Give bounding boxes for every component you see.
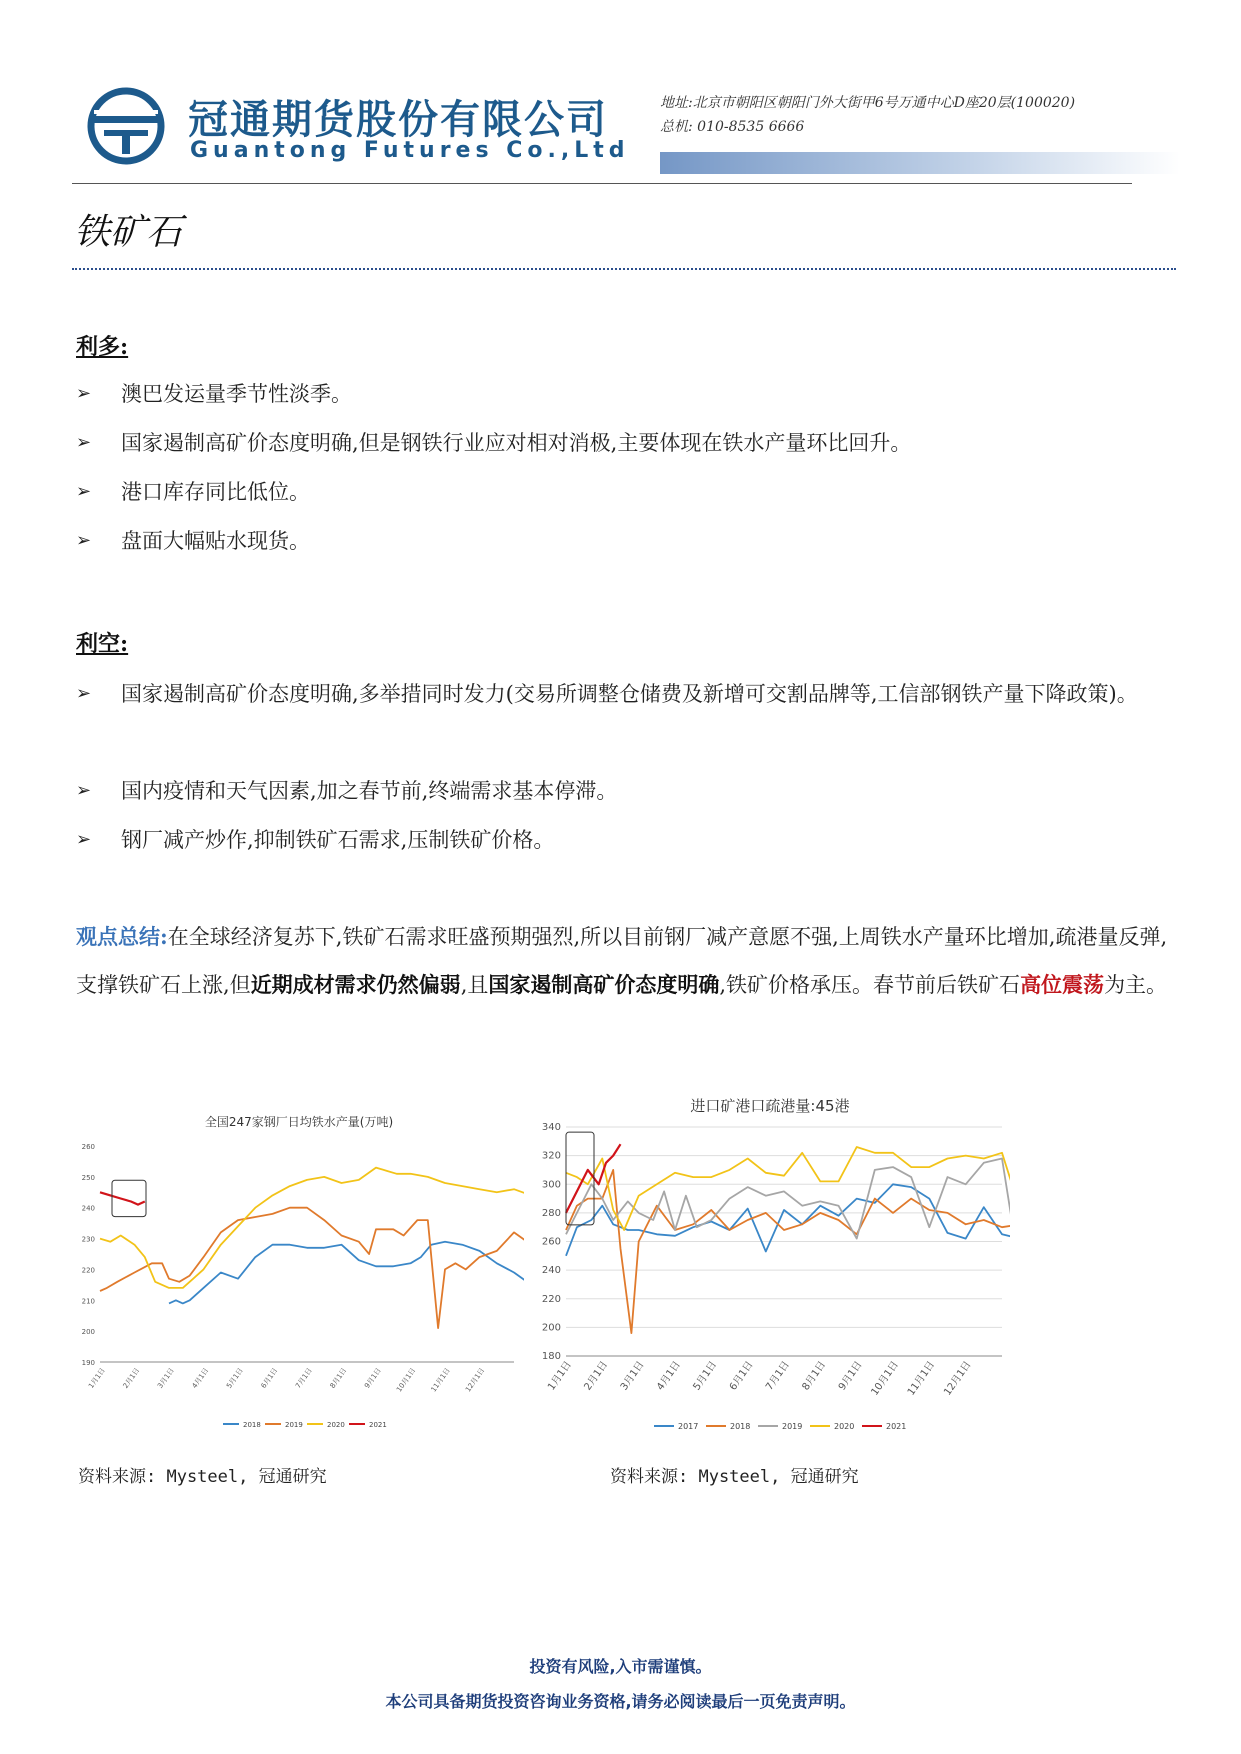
arrow-bullet-icon: ➢ — [76, 683, 92, 704]
y-tick-label: 200 — [81, 1328, 95, 1337]
legend-label-2020: 2020 — [327, 1421, 345, 1429]
x-tick-label: 4月1日 — [655, 1359, 683, 1393]
x-tick-label: 9月1日 — [363, 1366, 383, 1390]
x-tick-label: 11月1日 — [429, 1366, 452, 1394]
y-tick-label: 210 — [81, 1297, 95, 1306]
y-tick-label: 220 — [541, 1293, 561, 1305]
legend-label-2017: 2017 — [678, 1422, 699, 1431]
company-phone: 总机: 010-8535 6666 — [660, 119, 805, 135]
summary-label: 观点总结: — [76, 924, 168, 949]
x-tick-label: 2月1日 — [121, 1366, 142, 1390]
x-tick-label: 5月1日 — [691, 1359, 720, 1393]
arrow-bullet-icon: ➢ — [76, 383, 92, 404]
x-tick-label: 3月1日 — [618, 1359, 647, 1393]
summary-paragraph: 观点总结:在全球经济复苏下,铁矿石需求旺盛预期强烈,所以目前钢厂减产意愿不强,上周铁水产量环比增加,疏港量反弹,支撑铁矿石上涨,但近期成材需求仍然偏弱,且国家遏制高矿价态度明确,铁矿价格承压。春节前后铁矿石高位震荡为主。 — [76, 924, 1168, 997]
x-tick-label: 7月1日 — [764, 1359, 792, 1393]
arrow-bullet-icon: ➢ — [76, 780, 92, 801]
hot-metal-output-chart — [74, 1110, 524, 1440]
x-tick-label: 12月1日 — [942, 1359, 974, 1398]
y-tick-label: 280 — [541, 1207, 561, 1219]
y-tick-label: 180 — [541, 1351, 561, 1362]
legend-label-2019: 2019 — [285, 1421, 303, 1429]
series-line-2020 — [100, 1168, 524, 1288]
y-tick-label: 300 — [541, 1179, 561, 1191]
chart-source-left: 资料来源: Mysteel, 冠通研究 — [78, 1467, 327, 1487]
legend-label-2020: 2020 — [834, 1422, 855, 1431]
arrow-bullet-icon: ➢ — [76, 829, 92, 850]
company-name-cn: 冠通期货股份有限公司 — [188, 97, 608, 143]
y-tick-label: 230 — [81, 1235, 95, 1244]
x-tick-label: 9月1日 — [836, 1359, 865, 1393]
arrow-bullet-icon: ➢ — [76, 432, 92, 453]
x-tick-label: 2月1日 — [582, 1359, 611, 1393]
y-tick-label: 260 — [541, 1236, 561, 1248]
x-tick-label: 10月1日 — [869, 1359, 901, 1398]
y-tick-label: 200 — [541, 1322, 561, 1334]
x-tick-label: 1月1日 — [87, 1366, 107, 1390]
x-tick-label: 8月1日 — [800, 1359, 829, 1393]
risk-warning: 投资有风险,入市需谨慎。 — [529, 1657, 712, 1676]
header-divider — [72, 183, 1132, 184]
y-tick-label: 190 — [81, 1359, 95, 1367]
title-dotted-divider — [72, 268, 1176, 270]
series-line-2021 — [100, 1192, 145, 1204]
bearish-heading: 利空: — [76, 631, 129, 657]
series-line-2019 — [100, 1208, 524, 1328]
company-logo-icon — [86, 86, 166, 166]
x-tick-label: 6月1日 — [727, 1359, 756, 1393]
chart-title: 全国247家钢厂日均铁水产量(万吨) — [204, 1115, 394, 1129]
header-gradient-bar — [660, 152, 1180, 174]
company-name-en: Guantong Futures Co.,Ltd — [190, 138, 630, 163]
summary-highlight-demand: 近期成材需求仍然偏弱 — [250, 972, 461, 997]
y-tick-label: 250 — [81, 1173, 95, 1182]
y-tick-label: 340 — [541, 1122, 561, 1133]
summary-highlight-range: 高位震荡 — [1020, 972, 1105, 997]
y-tick-label: 220 — [81, 1266, 95, 1275]
arrow-bullet-icon: ➢ — [76, 530, 92, 551]
legend-label-2021: 2021 — [369, 1421, 387, 1429]
x-tick-label: 1月1日 — [546, 1359, 574, 1393]
x-tick-label: 4月1日 — [190, 1366, 211, 1390]
y-tick-label: 240 — [541, 1265, 561, 1277]
legend-label-2019: 2019 — [782, 1422, 803, 1431]
y-tick-label: 320 — [541, 1150, 561, 1162]
legend-label-2018: 2018 — [730, 1422, 751, 1431]
series-line-2018 — [169, 1242, 524, 1304]
company-address: 地址:北京市朝阳区朝阳门外大街甲6号万通中心D座20层(100020) — [660, 95, 1076, 111]
x-tick-label: 10月1日 — [395, 1366, 418, 1394]
bullish-heading: 利多: — [76, 334, 129, 360]
x-tick-label: 8月1日 — [328, 1366, 349, 1390]
x-tick-label: 6月1日 — [259, 1366, 280, 1390]
arrow-bullet-icon: ➢ — [76, 481, 92, 502]
port-clearance-chart — [530, 1090, 1010, 1440]
chart-source-right: 资料来源: Mysteel, 冠通研究 — [610, 1467, 859, 1487]
x-tick-label: 12月1日 — [464, 1366, 487, 1394]
x-tick-label: 3月1日 — [156, 1366, 176, 1390]
summary-highlight-policy: 国家遏制高矿价态度明确 — [488, 972, 720, 997]
legend-label-2021: 2021 — [886, 1422, 907, 1431]
chart-title: 进口矿港口疏港量:45港 — [690, 1097, 850, 1115]
x-tick-label: 7月1日 — [294, 1366, 314, 1390]
page-title: 铁矿石 — [74, 212, 183, 253]
x-tick-label: 5月1日 — [225, 1366, 245, 1390]
y-tick-label: 260 — [81, 1143, 95, 1151]
disclaimer-note: 本公司具备期货投资咨询业务资格,请务必阅读最后一页免责声明。 — [385, 1692, 856, 1711]
legend-label-2018: 2018 — [243, 1421, 261, 1429]
y-tick-label: 240 — [81, 1204, 95, 1213]
x-tick-label: 11月1日 — [905, 1359, 938, 1398]
